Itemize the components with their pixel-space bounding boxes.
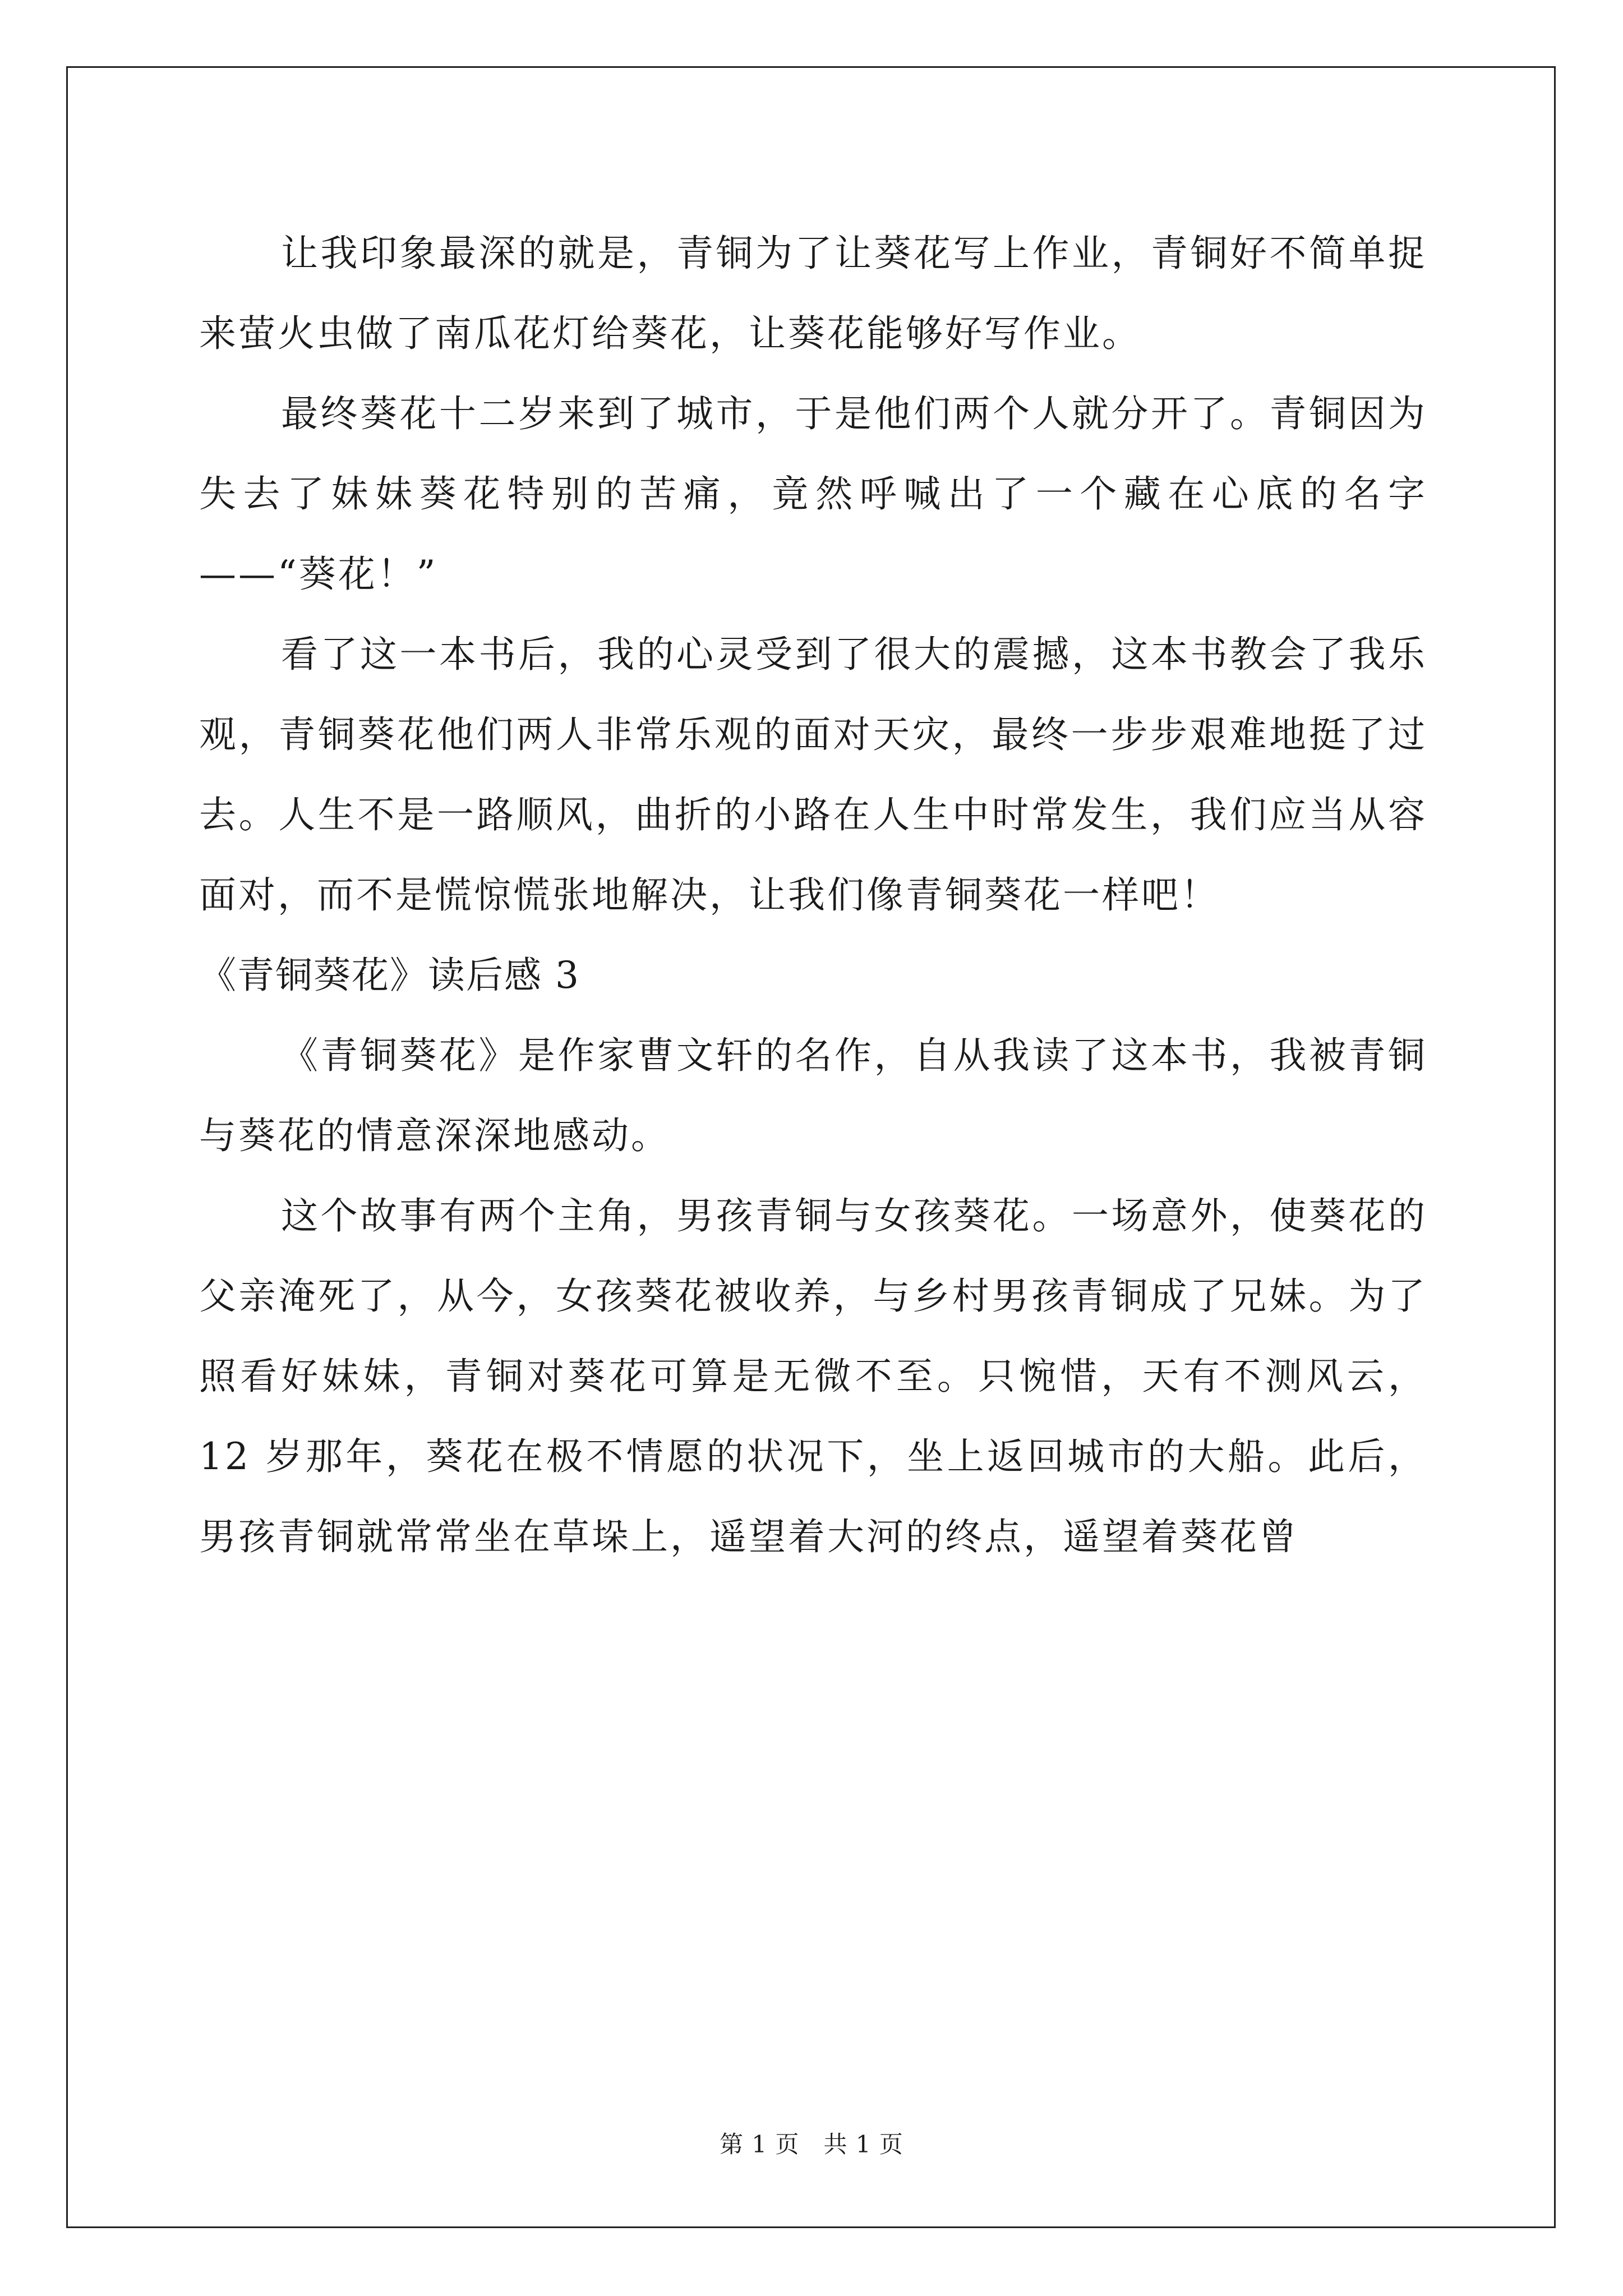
page-footer: 第 1 页 共 1 页 <box>720 2131 903 2158</box>
section-heading: 《青铜葵花》读后感 3 <box>199 954 580 997</box>
document-body <box>199 213 1427 1577</box>
paragraph: 《青铜葵花》是作家曹文轩的名作，自从我读了这本书，我被青铜与葵花的情意深深地感动。 <box>199 1034 1427 1157</box>
paragraph: 最终葵花十二岁来到了城市，于是他们两个人就分开了。青铜因为失去了妹妹葵花特别的苦痛，竟然呼喊出了一个藏在心底的名字——“葵花！” <box>199 392 1427 596</box>
paragraph: 这个故事有两个主角，男孩青铜与女孩葵花。一场意外，使葵花的父亲淹死了，从今，女孩葵花被收养，与乡村男孩青铜成了兄妹。为了照看好妹妹，青铜对葵花可算是无微不至。只惋惜，天有不测风云，12 岁那年，葵花在极不情愿的状况下，坐上返回城市的大船。此后，男孩青铜就常常坐在草垛上，遥望着大河的终点，遥望着葵花曾 <box>199 1194 1427 1558</box>
paragraph: 让我印象最深的就是，青铜为了让葵花写上作业，青铜好不简单捉来萤火虫做了南瓜花灯给葵花，让葵花能够好写作业。 <box>199 232 1427 355</box>
paragraph: 看了这一本书后，我的心灵受到了很大的震撼，这本书教会了我乐观，青铜葵花他们两人非常乐观的面对天灾，最终一步步艰难地挺了过去。人生不是一路顺风，曲折的小路在人生中时常发生，我们应当从容面对，而不是慌惊慌张地解决，让我们像青铜葵花一样吧！ <box>199 633 1427 917</box>
